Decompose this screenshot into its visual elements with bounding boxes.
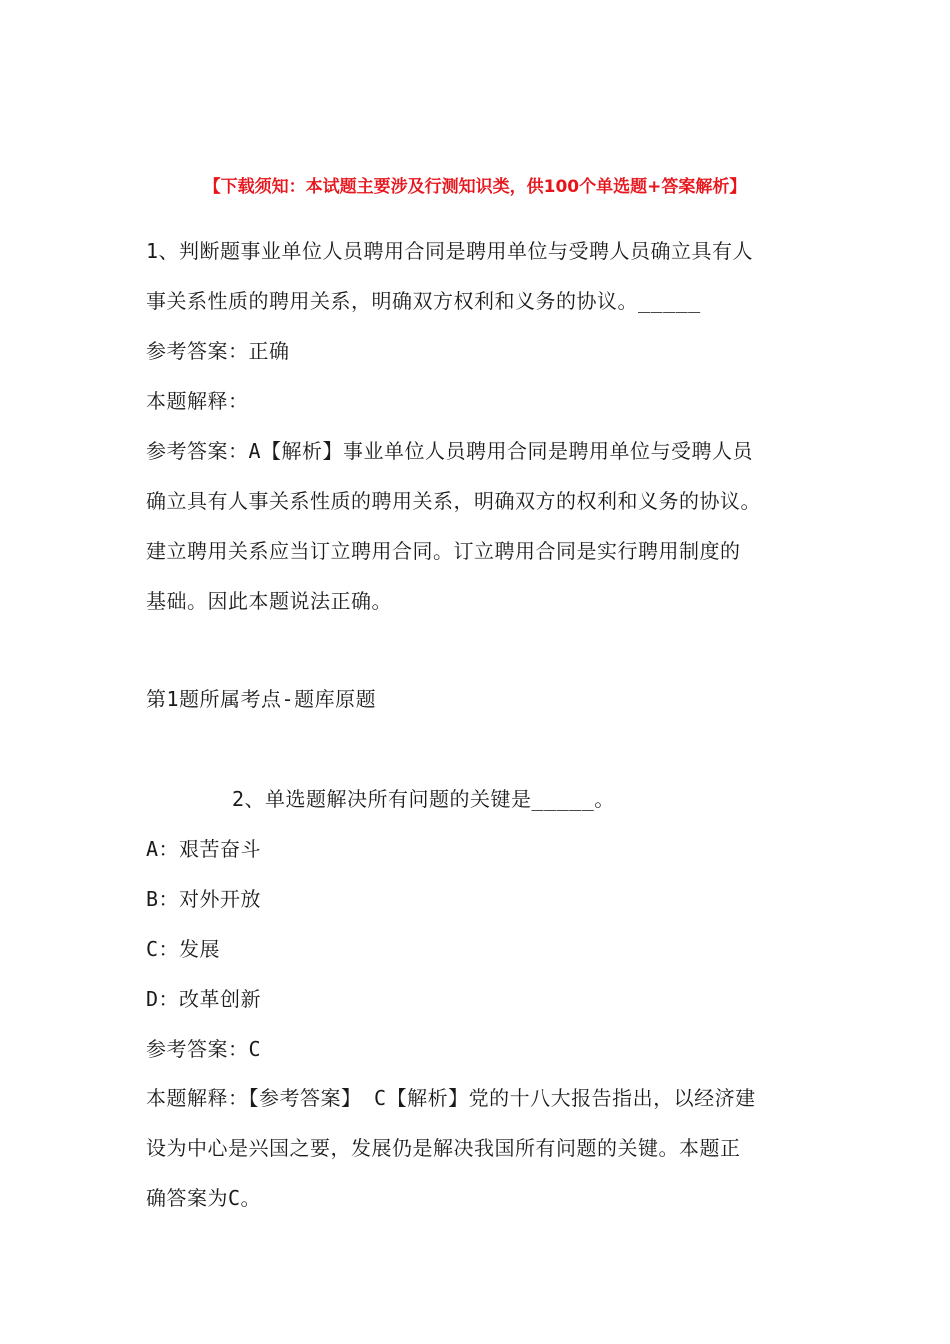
question-2-explain-line-3: 确答案为C。: [146, 1186, 262, 1210]
question-1-line-1: 1、判断题事业单位人员聘用合同是聘用单位与受聘人员确立具有人: [146, 239, 754, 263]
question-2-stem: 2、单选题解决所有问题的关键是_____。: [232, 787, 615, 811]
option-d: D：改革创新: [146, 987, 262, 1011]
question-1-answer: 参考答案：正确: [146, 339, 290, 363]
question-1-topic: 第1题所属考点-题库原题: [146, 687, 377, 711]
question-1-explain-line-4: 基础。因此本题说法正确。: [146, 589, 392, 613]
question-1-explain-label: 本题解释：: [146, 389, 249, 413]
option-a: A：艰苦奋斗: [146, 837, 262, 861]
question-2-explain-line-1: 本题解释：【参考答案】 C【解析】党的十八大报告指出，以经济建: [146, 1086, 756, 1110]
question-2-answer: 参考答案：C: [146, 1037, 262, 1061]
question-1-explain-line-2: 确立具有人事关系性质的聘用关系，明确双方的权利和义务的协议。: [146, 489, 761, 513]
question-2-explain-line-2: 设为中心是兴国之要，发展仍是解决我国所有问题的关键。本题正: [146, 1136, 741, 1160]
question-1-explain-line-3: 建立聘用关系应当订立聘用合同。订立聘用合同是实行聘用制度的: [146, 539, 741, 563]
option-c: C：发展: [146, 937, 221, 961]
download-notice: 【下载须知：本试题主要涉及行测知识类，供100个单选题+答案解析】: [203, 177, 747, 197]
question-1-line-2: 事关系性质的聘用关系，明确双方权利和义务的协议。_____: [146, 289, 701, 313]
question-1-explain-line-1: 参考答案：A【解析】事业单位人员聘用合同是聘用单位与受聘人员: [146, 439, 754, 463]
option-b: B：对外开放: [146, 887, 262, 911]
